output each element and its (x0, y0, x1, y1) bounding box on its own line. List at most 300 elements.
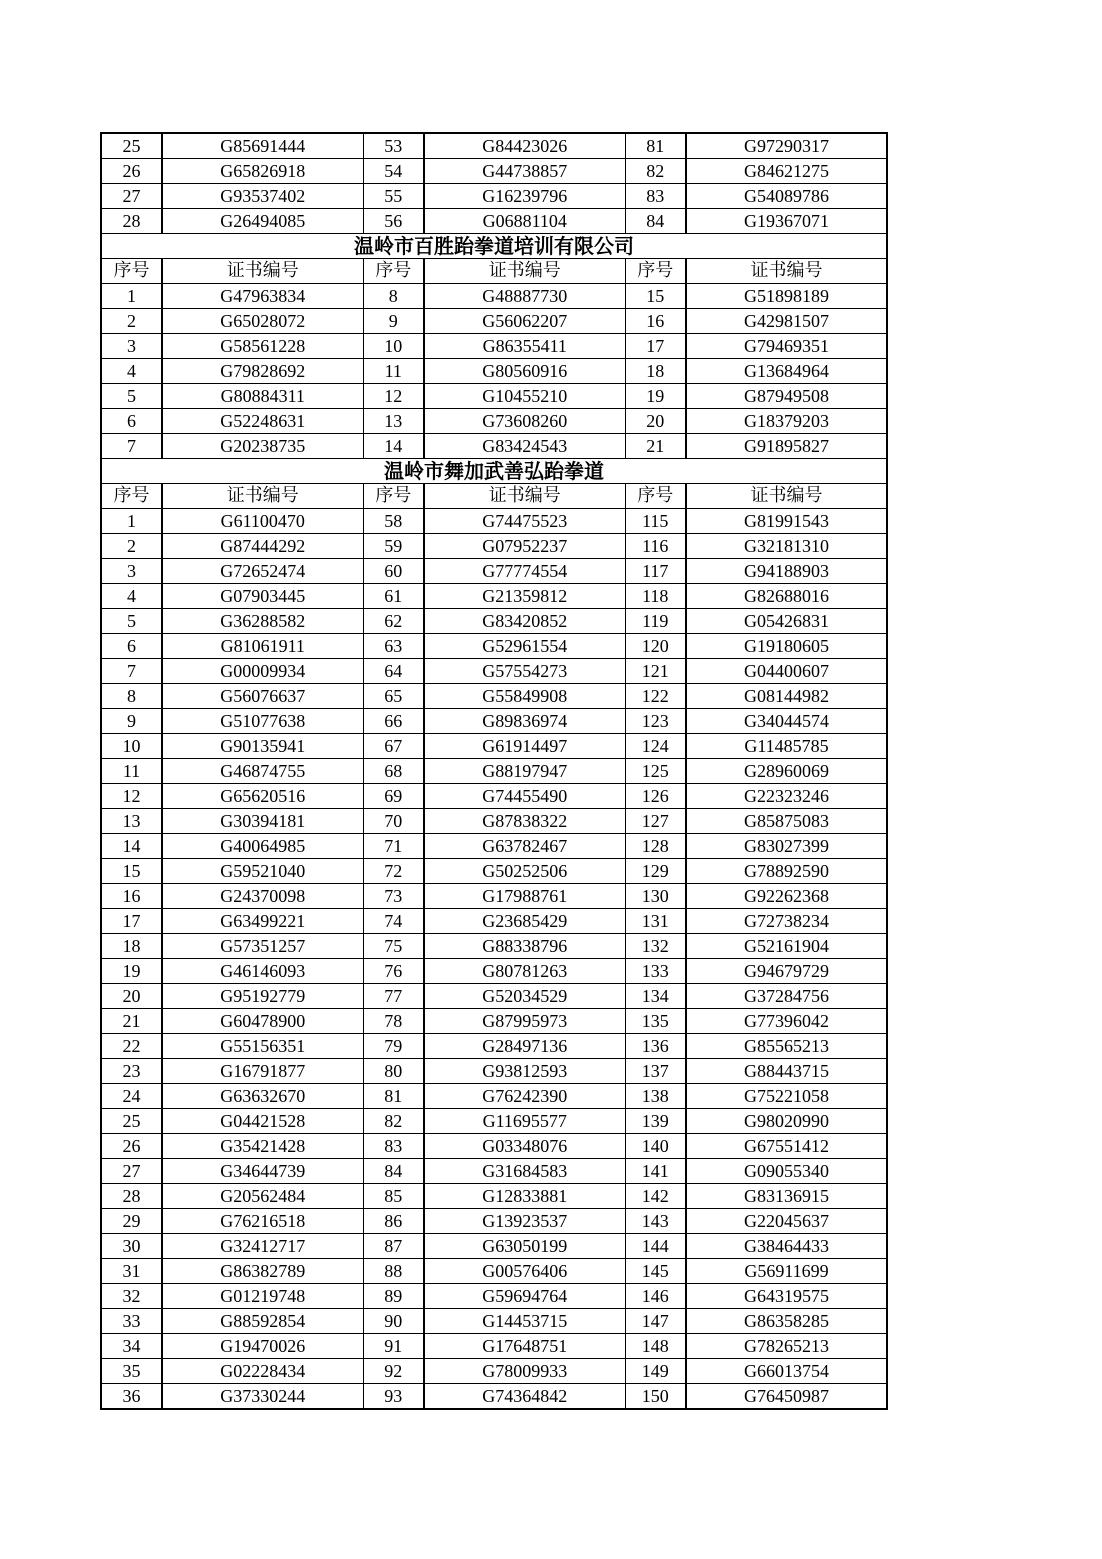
seq-cell: 90 (363, 1309, 424, 1334)
seq-cell: 15 (625, 284, 686, 309)
seq-cell: 141 (625, 1159, 686, 1184)
table-row (101, 584, 887, 609)
cert-number-cell: G46874755 (162, 759, 363, 784)
seq-cell: 148 (625, 1334, 686, 1359)
cert-number-cell: G93537402 (162, 184, 363, 209)
seq-cell: 14 (363, 434, 424, 459)
cert-number-cell: G23685429 (424, 909, 625, 934)
seq-cell: 150 (625, 1384, 686, 1410)
seq-cell: 140 (625, 1134, 686, 1159)
table-row (101, 1259, 887, 1284)
table-row (101, 884, 887, 909)
table-row (101, 784, 887, 809)
cert-number-cell: G13684964 (686, 359, 887, 384)
cert-number-cell: G28497136 (424, 1034, 625, 1059)
cert-number-cell: G59521040 (162, 859, 363, 884)
seq-cell: 24 (101, 1084, 162, 1109)
cert-number-cell: G26494085 (162, 209, 363, 234)
seq-cell: 16 (101, 884, 162, 909)
cert-number-cell: G00009934 (162, 659, 363, 684)
seq-cell: 28 (101, 1184, 162, 1209)
table-row (101, 534, 887, 559)
seq-cell: 84 (363, 1159, 424, 1184)
header-seq-cell: 序号 (625, 259, 686, 284)
section-title-row (101, 459, 887, 484)
seq-cell: 56 (363, 209, 424, 234)
table-row (101, 709, 887, 734)
cert-number-cell: G81991543 (686, 509, 887, 534)
cert-number-cell: G54089786 (686, 184, 887, 209)
seq-cell: 29 (101, 1209, 162, 1234)
cert-number-cell: G88338796 (424, 934, 625, 959)
cert-number-cell: G83424543 (424, 434, 625, 459)
seq-cell: 4 (101, 584, 162, 609)
table-row (101, 684, 887, 709)
cert-number-cell: G74455490 (424, 784, 625, 809)
cert-number-cell: G83027399 (686, 834, 887, 859)
seq-cell: 63 (363, 634, 424, 659)
cert-number-cell: G19180605 (686, 634, 887, 659)
table-row (101, 334, 887, 359)
section-title-row (101, 234, 887, 259)
table-row (101, 1109, 887, 1134)
table-row (101, 359, 887, 384)
seq-cell: 1 (101, 284, 162, 309)
cert-number-cell: G17648751 (424, 1334, 625, 1359)
seq-cell: 146 (625, 1284, 686, 1309)
cert-number-cell: G63782467 (424, 834, 625, 859)
seq-cell: 81 (363, 1084, 424, 1109)
cert-number-cell: G52248631 (162, 409, 363, 434)
seq-cell: 117 (625, 559, 686, 584)
cert-number-cell: G87949508 (686, 384, 887, 409)
seq-cell: 149 (625, 1359, 686, 1384)
cert-number-cell: G24370098 (162, 884, 363, 909)
cert-number-cell: G42981507 (686, 309, 887, 334)
cert-number-cell: G89836974 (424, 709, 625, 734)
table-row (101, 859, 887, 884)
cert-number-cell: G86382789 (162, 1259, 363, 1284)
seq-cell: 26 (101, 1134, 162, 1159)
seq-cell: 72 (363, 859, 424, 884)
cert-number-cell: G64319575 (686, 1284, 887, 1309)
table-row (101, 1309, 887, 1334)
cert-number-cell: G55156351 (162, 1034, 363, 1059)
cert-number-cell: G12833881 (424, 1184, 625, 1209)
cert-number-cell: G84621275 (686, 159, 887, 184)
seq-cell: 14 (101, 834, 162, 859)
cert-number-cell: G32412717 (162, 1234, 363, 1259)
seq-cell: 76 (363, 959, 424, 984)
cert-number-cell: G88592854 (162, 1309, 363, 1334)
seq-cell: 18 (625, 359, 686, 384)
seq-cell: 28 (101, 209, 162, 234)
table-row (101, 1359, 887, 1384)
cert-number-cell: G04400607 (686, 659, 887, 684)
cert-number-cell: G32181310 (686, 534, 887, 559)
seq-cell: 83 (363, 1134, 424, 1159)
seq-cell: 144 (625, 1234, 686, 1259)
seq-cell: 17 (625, 334, 686, 359)
cert-number-cell: G58561228 (162, 334, 363, 359)
table-row (101, 384, 887, 409)
table-row (101, 934, 887, 959)
seq-cell: 118 (625, 584, 686, 609)
seq-cell: 136 (625, 1034, 686, 1059)
cert-number-cell: G79469351 (686, 334, 887, 359)
seq-cell: 54 (363, 159, 424, 184)
cert-number-cell: G85691444 (162, 133, 363, 159)
seq-cell: 131 (625, 909, 686, 934)
seq-cell: 23 (101, 1059, 162, 1084)
cert-number-cell: G22323246 (686, 784, 887, 809)
cert-number-cell: G72738234 (686, 909, 887, 934)
seq-cell: 13 (363, 409, 424, 434)
header-cert-cell: 证书编号 (686, 259, 887, 284)
seq-cell: 6 (101, 409, 162, 434)
header-seq-cell: 序号 (363, 259, 424, 284)
cert-number-cell: G46146093 (162, 959, 363, 984)
seq-cell: 11 (363, 359, 424, 384)
seq-cell: 138 (625, 1084, 686, 1109)
table-row (101, 1034, 887, 1059)
cert-number-cell: G86355411 (424, 334, 625, 359)
cert-number-cell: G51898189 (686, 284, 887, 309)
cert-number-cell: G84423026 (424, 133, 625, 159)
seq-cell: 125 (625, 759, 686, 784)
cert-number-cell: G19367071 (686, 209, 887, 234)
seq-cell: 82 (625, 159, 686, 184)
cert-number-cell: G35421428 (162, 1134, 363, 1159)
cert-number-cell: G74364842 (424, 1384, 625, 1410)
cert-number-cell: G80781263 (424, 959, 625, 984)
table-row (101, 634, 887, 659)
header-row (101, 484, 887, 509)
seq-cell: 116 (625, 534, 686, 559)
seq-cell: 62 (363, 609, 424, 634)
seq-cell: 20 (101, 984, 162, 1009)
cert-number-cell: G19470026 (162, 1334, 363, 1359)
table-row (101, 1059, 887, 1084)
cert-number-cell: G77396042 (686, 1009, 887, 1034)
seq-cell: 35 (101, 1359, 162, 1384)
cert-number-cell: G88443715 (686, 1059, 887, 1084)
cert-number-cell: G65028072 (162, 309, 363, 334)
seq-cell: 25 (101, 1109, 162, 1134)
cert-number-cell: G94188903 (686, 559, 887, 584)
cert-number-cell: G03348076 (424, 1134, 625, 1159)
seq-cell: 122 (625, 684, 686, 709)
cert-number-cell: G78892590 (686, 859, 887, 884)
seq-cell: 88 (363, 1259, 424, 1284)
cert-number-cell: G76242390 (424, 1084, 625, 1109)
table-row (101, 734, 887, 759)
seq-cell: 19 (101, 959, 162, 984)
seq-cell: 137 (625, 1059, 686, 1084)
header-seq-cell: 序号 (101, 484, 162, 509)
cert-number-cell: G30394181 (162, 809, 363, 834)
cert-number-cell: G09055340 (686, 1159, 887, 1184)
cert-number-cell: G80560916 (424, 359, 625, 384)
table-row (101, 659, 887, 684)
seq-cell: 135 (625, 1009, 686, 1034)
cert-number-cell: G07903445 (162, 584, 363, 609)
cert-number-cell: G50252506 (424, 859, 625, 884)
seq-cell: 5 (101, 609, 162, 634)
cert-number-cell: G90135941 (162, 734, 363, 759)
seq-cell: 77 (363, 984, 424, 1009)
seq-cell: 7 (101, 434, 162, 459)
seq-cell: 12 (363, 384, 424, 409)
seq-cell: 123 (625, 709, 686, 734)
table-row (101, 959, 887, 984)
cert-number-cell: G02228434 (162, 1359, 363, 1384)
seq-cell: 8 (101, 684, 162, 709)
cert-number-cell: G93812593 (424, 1059, 625, 1084)
seq-cell: 93 (363, 1384, 424, 1410)
seq-cell: 126 (625, 784, 686, 809)
table-row (101, 1209, 887, 1234)
cert-number-cell: G37330244 (162, 1384, 363, 1410)
seq-cell: 86 (363, 1209, 424, 1234)
cert-number-cell: G57554273 (424, 659, 625, 684)
section-title: 温岭市舞加武善弘跆拳道 (101, 459, 887, 484)
cert-number-cell: G56076637 (162, 684, 363, 709)
cert-number-cell: G04421528 (162, 1109, 363, 1134)
seq-cell: 27 (101, 1159, 162, 1184)
header-cert-cell: 证书编号 (424, 484, 625, 509)
cert-number-cell: G76450987 (686, 1384, 887, 1410)
table-row (101, 1334, 887, 1359)
seq-cell: 70 (363, 809, 424, 834)
seq-cell: 145 (625, 1259, 686, 1284)
table-row (101, 159, 887, 184)
cert-number-cell: G91895827 (686, 434, 887, 459)
seq-cell: 27 (101, 184, 162, 209)
section-title: 温岭市百胜跆拳道培训有限公司 (101, 234, 887, 259)
seq-cell: 26 (101, 159, 162, 184)
cert-number-cell: G87838322 (424, 809, 625, 834)
table-row (101, 184, 887, 209)
cert-number-cell: G94679729 (686, 959, 887, 984)
seq-cell: 59 (363, 534, 424, 559)
cert-number-cell: G07952237 (424, 534, 625, 559)
seq-cell: 142 (625, 1184, 686, 1209)
table-row (101, 1284, 887, 1309)
cert-number-cell: G48887730 (424, 284, 625, 309)
table-row (101, 559, 887, 584)
cert-number-cell: G52961554 (424, 634, 625, 659)
table-row (101, 309, 887, 334)
table-row (101, 834, 887, 859)
seq-cell: 80 (363, 1059, 424, 1084)
cert-number-cell: G22045637 (686, 1209, 887, 1234)
seq-cell: 128 (625, 834, 686, 859)
cert-number-cell: G55849908 (424, 684, 625, 709)
cert-number-cell: G34044574 (686, 709, 887, 734)
cert-number-cell: G81061911 (162, 634, 363, 659)
seq-cell: 73 (363, 884, 424, 909)
seq-cell: 84 (625, 209, 686, 234)
seq-cell: 36 (101, 1384, 162, 1410)
table-row (101, 1009, 887, 1034)
seq-cell: 53 (363, 133, 424, 159)
cert-number-cell: G21359812 (424, 584, 625, 609)
seq-cell: 31 (101, 1259, 162, 1284)
cert-number-cell: G80884311 (162, 384, 363, 409)
cert-number-cell: G92262368 (686, 884, 887, 909)
seq-cell: 21 (101, 1009, 162, 1034)
table-row (101, 909, 887, 934)
cert-number-cell: G20562484 (162, 1184, 363, 1209)
seq-cell: 3 (101, 334, 162, 359)
seq-cell: 129 (625, 859, 686, 884)
cert-number-cell: G75221058 (686, 1084, 887, 1109)
cert-number-cell: G60478900 (162, 1009, 363, 1034)
table-row (101, 209, 887, 234)
seq-cell: 75 (363, 934, 424, 959)
seq-cell: 30 (101, 1234, 162, 1259)
cert-number-cell: G31684583 (424, 1159, 625, 1184)
seq-cell: 68 (363, 759, 424, 784)
seq-cell: 8 (363, 284, 424, 309)
cert-number-cell: G85875083 (686, 809, 887, 834)
cert-number-cell: G59694764 (424, 1284, 625, 1309)
cert-number-cell: G85565213 (686, 1034, 887, 1059)
cert-number-cell: G98020990 (686, 1109, 887, 1134)
cert-number-cell: G88197947 (424, 759, 625, 784)
seq-cell: 91 (363, 1334, 424, 1359)
seq-cell: 15 (101, 859, 162, 884)
cert-number-cell: G78009933 (424, 1359, 625, 1384)
cert-number-cell: G05426831 (686, 609, 887, 634)
seq-cell: 143 (625, 1209, 686, 1234)
cert-number-cell: G56062207 (424, 309, 625, 334)
table-row (101, 133, 887, 159)
cert-number-cell: G10455210 (424, 384, 625, 409)
seq-cell: 130 (625, 884, 686, 909)
seq-cell: 60 (363, 559, 424, 584)
seq-cell: 7 (101, 659, 162, 684)
cert-number-cell: G06881104 (424, 209, 625, 234)
cert-number-cell: G57351257 (162, 934, 363, 959)
cert-number-cell: G67551412 (686, 1134, 887, 1159)
header-seq-cell: 序号 (625, 484, 686, 509)
table-row (101, 984, 887, 1009)
table-row (101, 434, 887, 459)
seq-cell: 9 (363, 309, 424, 334)
seq-cell: 119 (625, 609, 686, 634)
cert-number-cell: G61914497 (424, 734, 625, 759)
cert-number-cell: G52161904 (686, 934, 887, 959)
table-row (101, 409, 887, 434)
cert-number-cell: G28960069 (686, 759, 887, 784)
cert-number-cell: G14453715 (424, 1309, 625, 1334)
table-row (101, 1134, 887, 1159)
cert-number-cell: G38464433 (686, 1234, 887, 1259)
cert-number-cell: G76216518 (162, 1209, 363, 1234)
cert-number-cell: G79828692 (162, 359, 363, 384)
table-row (101, 759, 887, 784)
cert-number-cell: G13923537 (424, 1209, 625, 1234)
table-body (101, 133, 887, 1409)
seq-cell: 2 (101, 309, 162, 334)
certificate-table (100, 132, 888, 1410)
seq-cell: 85 (363, 1184, 424, 1209)
seq-cell: 61 (363, 584, 424, 609)
cert-number-cell: G65620516 (162, 784, 363, 809)
cert-number-cell: G87995973 (424, 1009, 625, 1034)
seq-cell: 134 (625, 984, 686, 1009)
cert-number-cell: G18379203 (686, 409, 887, 434)
cert-number-cell: G77774554 (424, 559, 625, 584)
seq-cell: 19 (625, 384, 686, 409)
seq-cell: 20 (625, 409, 686, 434)
header-cert-cell: 证书编号 (686, 484, 887, 509)
cert-number-cell: G61100470 (162, 509, 363, 534)
cert-number-cell: G52034529 (424, 984, 625, 1009)
table-row (101, 1384, 887, 1410)
cert-number-cell: G66013754 (686, 1359, 887, 1384)
seq-cell: 16 (625, 309, 686, 334)
cert-number-cell: G17988761 (424, 884, 625, 909)
cert-number-cell: G86358285 (686, 1309, 887, 1334)
cert-number-cell: G56911699 (686, 1259, 887, 1284)
cert-number-cell: G00576406 (424, 1259, 625, 1284)
header-seq-cell: 序号 (363, 484, 424, 509)
table-row (101, 1084, 887, 1109)
cert-number-cell: G20238735 (162, 434, 363, 459)
seq-cell: 58 (363, 509, 424, 534)
cert-number-cell: G37284756 (686, 984, 887, 1009)
cert-number-cell: G63499221 (162, 909, 363, 934)
seq-cell: 10 (101, 734, 162, 759)
seq-cell: 121 (625, 659, 686, 684)
seq-cell: 66 (363, 709, 424, 734)
seq-cell: 133 (625, 959, 686, 984)
cert-number-cell: G95192779 (162, 984, 363, 1009)
cert-number-cell: G51077638 (162, 709, 363, 734)
seq-cell: 12 (101, 784, 162, 809)
cert-number-cell: G36288582 (162, 609, 363, 634)
seq-cell: 11 (101, 759, 162, 784)
seq-cell: 120 (625, 634, 686, 659)
seq-cell: 3 (101, 559, 162, 584)
cert-number-cell: G78265213 (686, 1334, 887, 1359)
seq-cell: 17 (101, 909, 162, 934)
seq-cell: 2 (101, 534, 162, 559)
cert-number-cell: G47963834 (162, 284, 363, 309)
cert-number-cell: G08144982 (686, 684, 887, 709)
seq-cell: 25 (101, 133, 162, 159)
cert-number-cell: G16791877 (162, 1059, 363, 1084)
seq-cell: 132 (625, 934, 686, 959)
seq-cell: 81 (625, 133, 686, 159)
seq-cell: 87 (363, 1234, 424, 1259)
seq-cell: 139 (625, 1109, 686, 1134)
seq-cell: 65 (363, 684, 424, 709)
seq-cell: 18 (101, 934, 162, 959)
cert-number-cell: G63050199 (424, 1234, 625, 1259)
table-row (101, 509, 887, 534)
header-seq-cell: 序号 (101, 259, 162, 284)
seq-cell: 69 (363, 784, 424, 809)
seq-cell: 13 (101, 809, 162, 834)
seq-cell: 79 (363, 1034, 424, 1059)
seq-cell: 71 (363, 834, 424, 859)
cert-number-cell: G11695577 (424, 1109, 625, 1134)
seq-cell: 124 (625, 734, 686, 759)
